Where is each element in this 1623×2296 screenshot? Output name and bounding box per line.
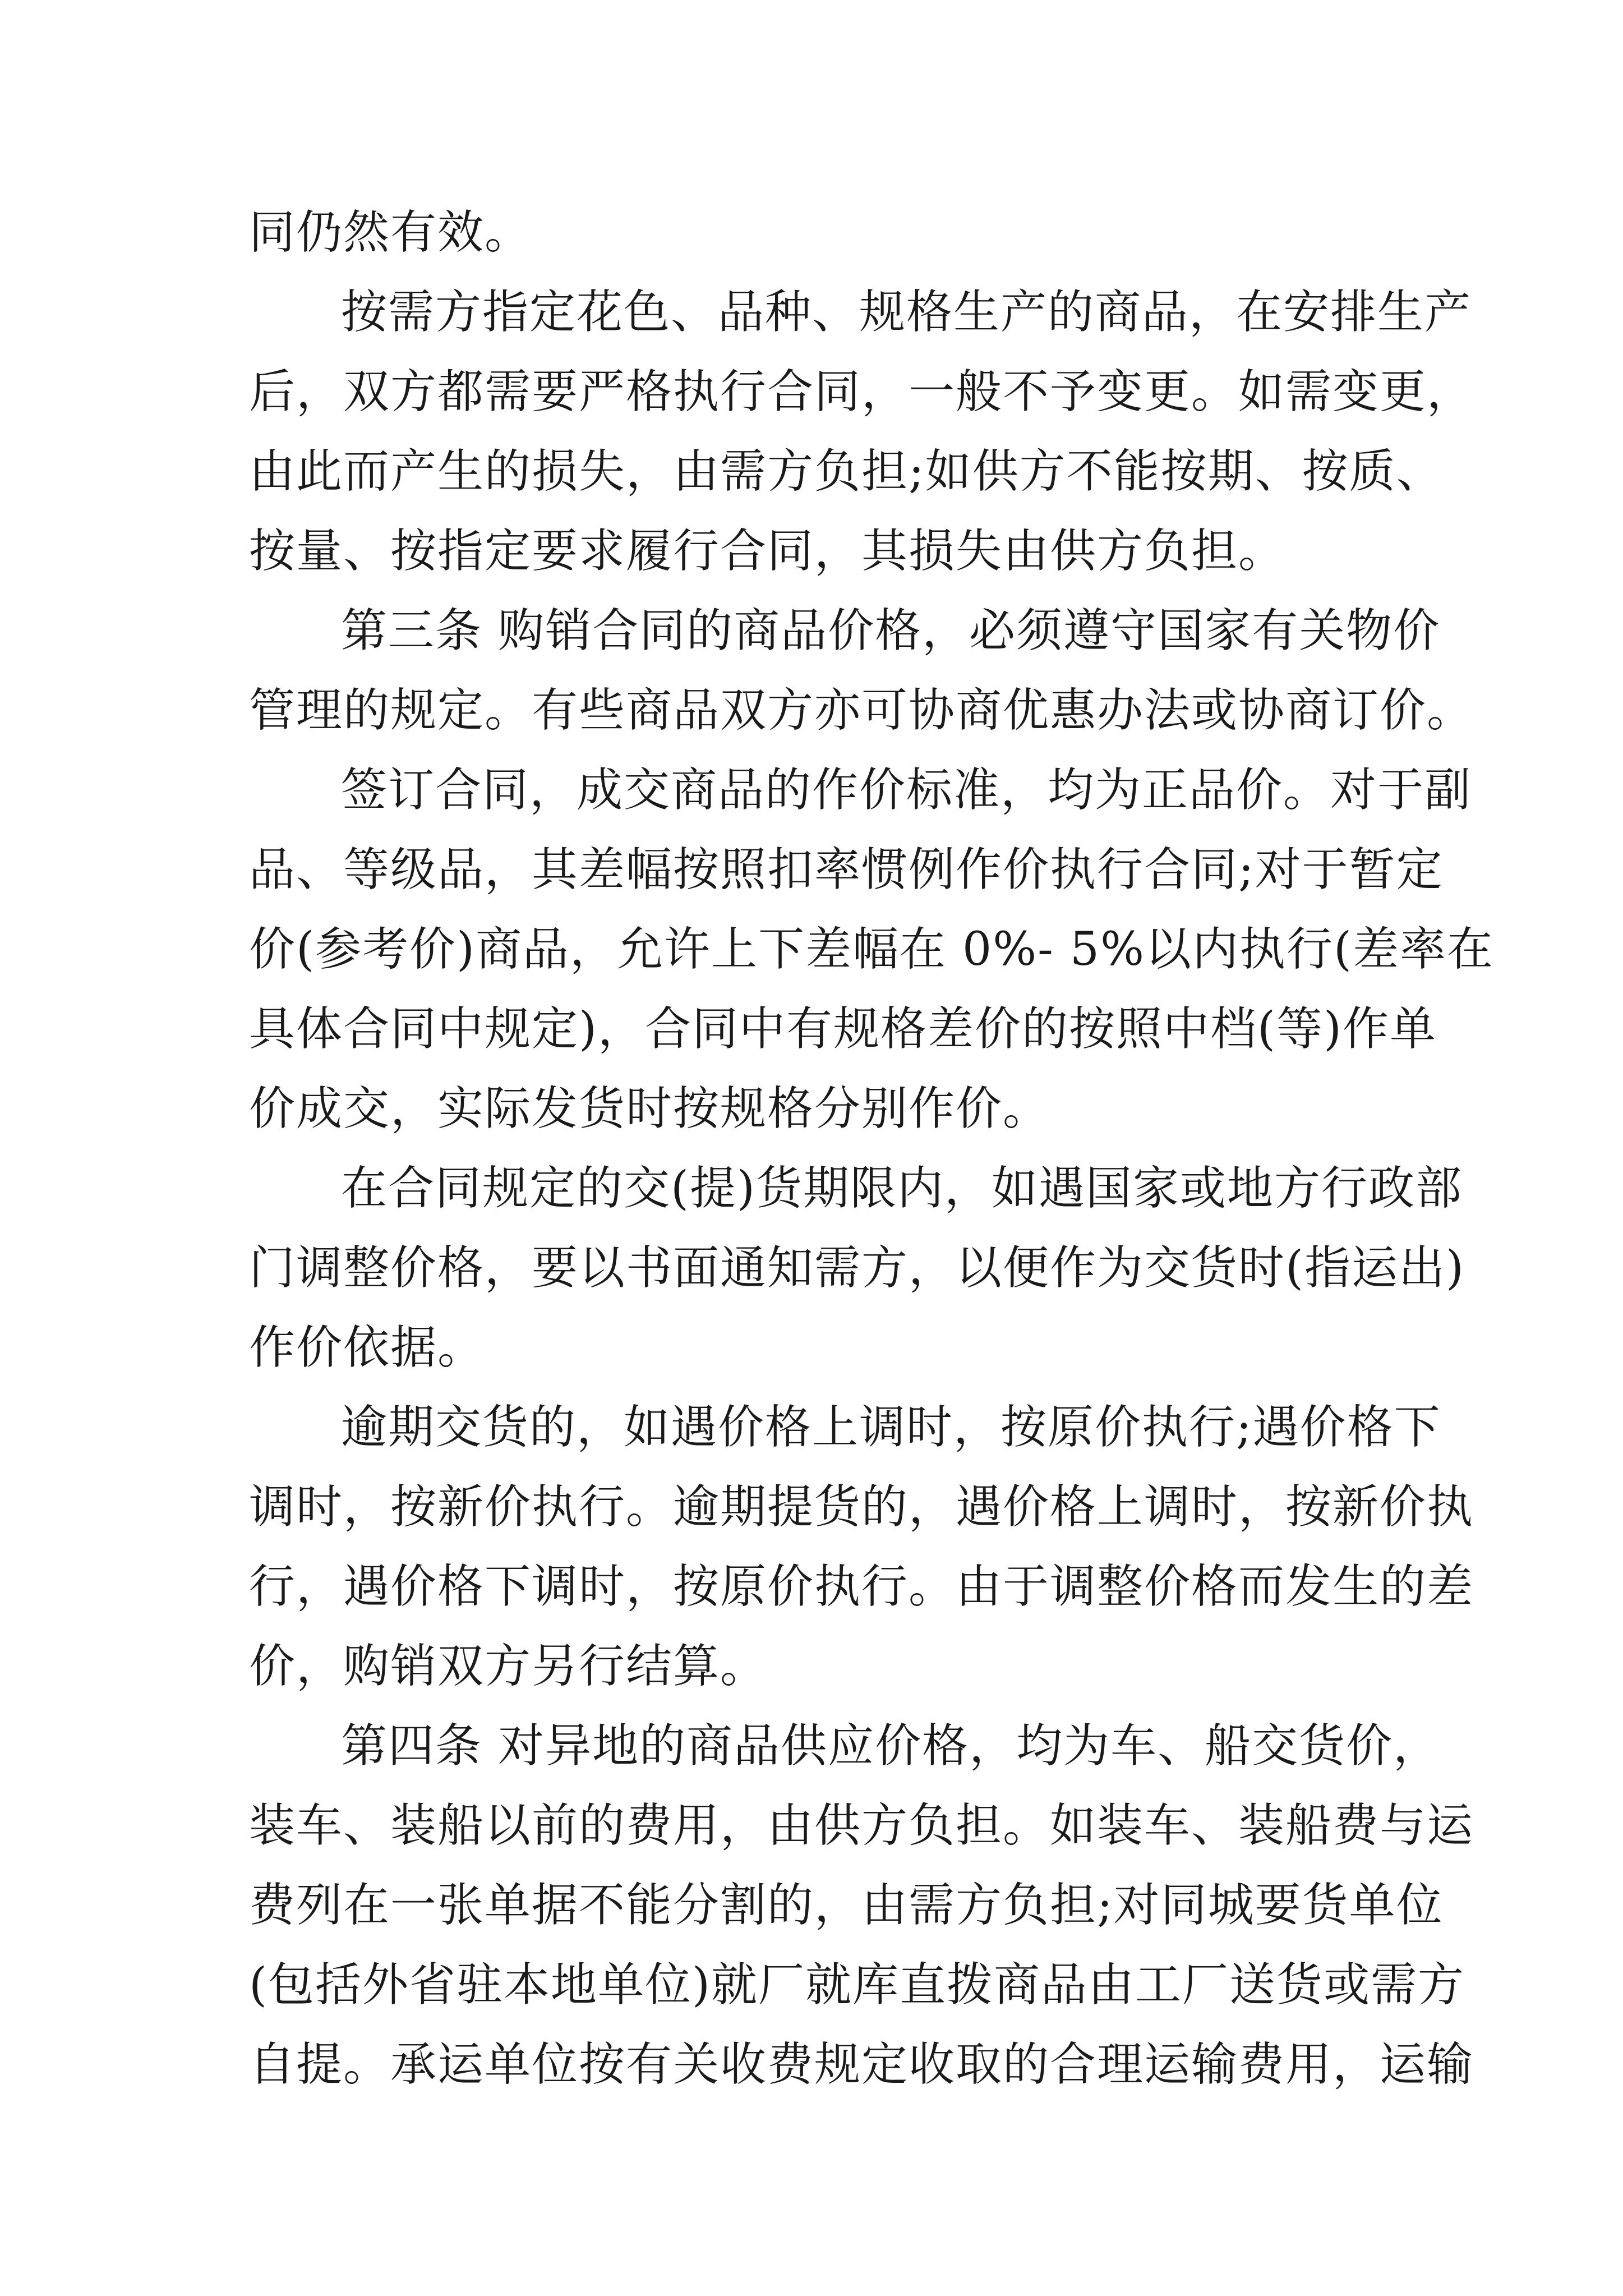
text-line: 调时，按新价执行。逾期提货的，遇价格上调时，按新价执: [249, 1480, 1474, 1534]
text-line: 费列在一张单据不能分割的，由需方负担;对同城要货单位: [249, 1879, 1444, 1932]
text-line: 自提。承运单位按有关收费规定收取的合理运输费用，运输: [249, 2038, 1474, 2091]
text-line: 装车、装船以前的费用，由供方负担。如装车、装船费与运: [249, 1799, 1474, 1852]
text-line: 后，双方都需要严格执行合同，一般不予变更。如需变更，: [249, 365, 1474, 418]
document-body: [249, 193, 1494, 2105]
text-line: 签订合同，成交商品的作价标准，均为正品价。对于副: [341, 763, 1472, 817]
text-line: 门调整价格，要以书面通知需方，以便作为交货时(指运出): [249, 1241, 1465, 1295]
text-line: 由此而产生的损失，由需方负担;如供方不能按期、按质、: [249, 445, 1444, 498]
text-line: 作价依据。: [249, 1321, 485, 1374]
text-line: 价成交，实际发货时按规格分别作价。: [249, 1082, 1050, 1135]
text-line: 在合同规定的交(提)货期限内，如遇国家或地方行政部: [341, 1162, 1463, 1215]
text-line: 第三条 购销合同的商品价格，必须遵守国家有关物价: [341, 604, 1441, 657]
text-line: 同仍然有效。: [249, 206, 532, 259]
text-line: 品、等级品，其差幅按照扣率惯例作价执行合同;对于暂定: [249, 843, 1444, 896]
text-line: 按量、按指定要求履行合同，其损失由供方负担。: [249, 524, 1286, 578]
text-line: 价(参考价)商品，允许上下差幅在 0%- 5%以内执行(差率在: [249, 923, 1494, 976]
text-line: 第四条 对异地的商品供应价格，均为车、船交货价，: [341, 1719, 1441, 1773]
text-line: 逾期交货的，如遇价格上调时，按原价执行;遇价格下: [341, 1401, 1441, 1454]
text-line: 行，遇价格下调时，按原价执行。由于调整价格而发生的差: [249, 1560, 1474, 1613]
text-line: (包括外省驻本地单位)就厂就库直拨商品由工厂送货或需方: [249, 1958, 1465, 2012]
text-line: 具体合同中规定)，合同中有规格差价的按照中档(等)作单: [249, 1002, 1437, 1056]
text-line: 价，购销双方另行结算。: [249, 1640, 768, 1693]
text-line: 管理的规定。有些商品双方亦可协商优惠办法或协商订价。: [249, 684, 1474, 737]
text-line: 按需方指定花色、品种、规格生产的商品，在安排生产: [341, 286, 1472, 339]
